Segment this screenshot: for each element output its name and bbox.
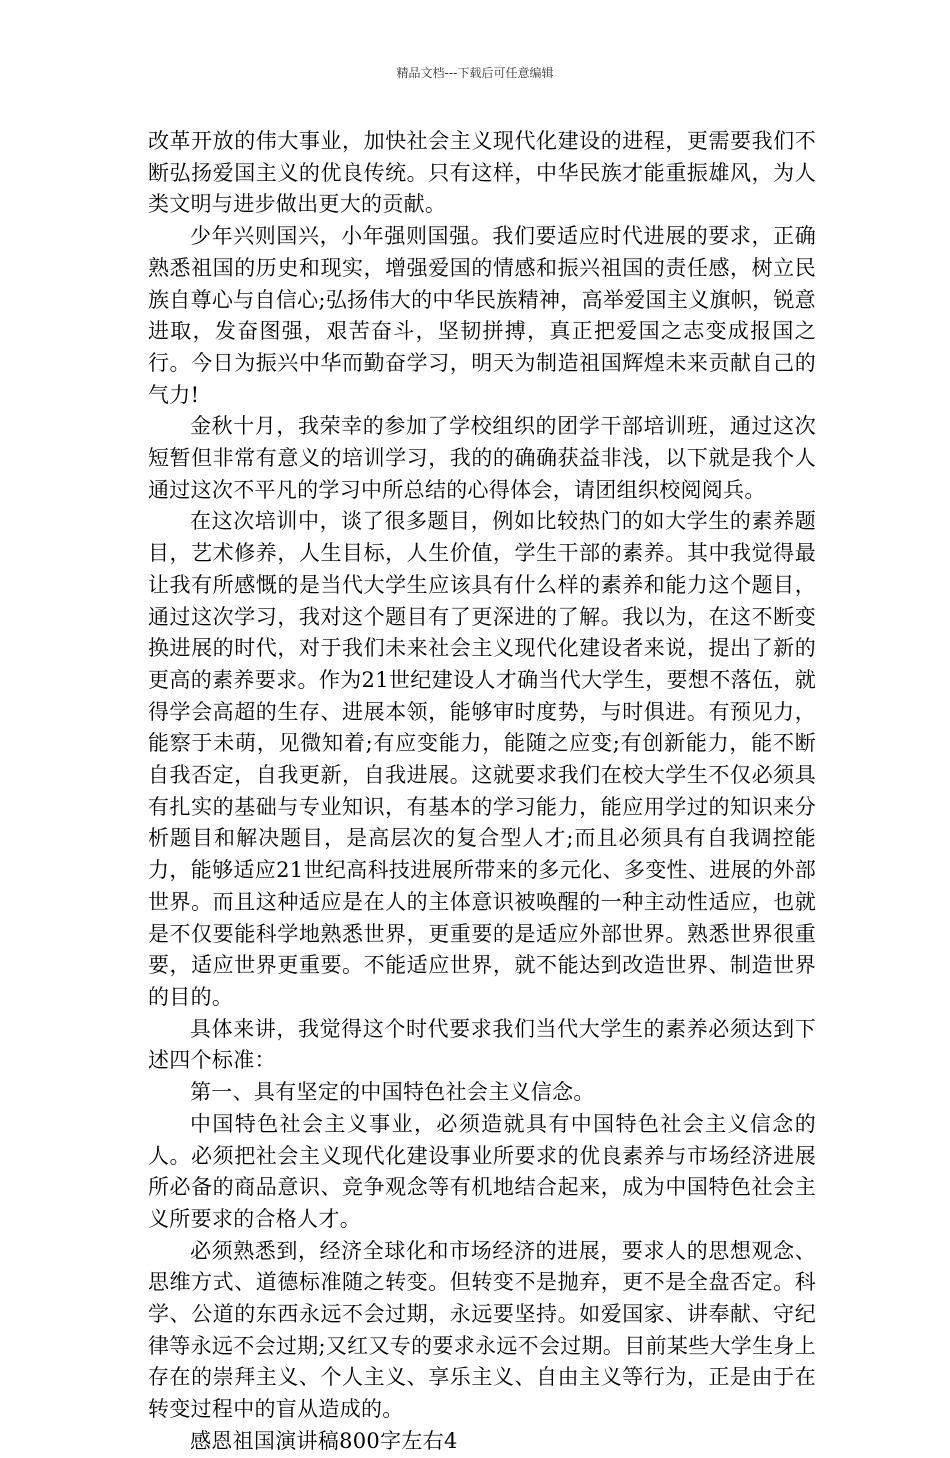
paragraph: 少年兴则国兴，小年强则国强。我们要适应时代进展的要求，正确熟悉祖国的历史和现实，增强爱国的情感和振兴祖国的责任感，树立民族自尊心与自信心;弘扬伟大的中华民族精神，高举爱国主义旗帜，锐意进取，发奋图强，艰苦奋斗，坚韧拼搏，真正把爱国之志变成报国之行。今日为振兴中华而勤奋学习，明天为制造祖国辉煌未来贡献自己的气力! xyxy=(148,224,816,407)
paragraph: 中国特色社会主义事业，必须造就具有中国特色社会主义信念的人。必须把社会主义现代化建设事业所要求的优良素养与市场经济进展所必备的商品意识、竞争观念等有机地结合起来，成为中国特色社会主义所要求的合格人才。 xyxy=(148,1111,816,1231)
paragraph: 在这次培训中，谈了很多题目，例如比较热门的如大学生的素养题目，艺术修养，人生目标，人生价值，学生干部的素养。其中我觉得最让我有所感慨的是当代大学生应该具有什么样的素养和能力这个题目，通过这次学习，我对这个题目有了更深进的了解。我以为，在这不断变换进展的时代，对于我们未来社会主义现代化建设者来说，提出了新的更高的素养要求。作为21世纪建设人才确当代大学生，要想不落伍，就得学会高超的生存、进展本领，能够审时度势，与时俱进。有预见力，能察于未萌，见微知着;有应变能力，能随之应变;有创新能力，能不断自我否定，自我更新，自我进展。这就要求我们在校大学生不仅必须具有扎实的基础与专业知识，有基本的学习能力，能应用学过的知识来分析题目和解决题目，是高层次的复合型人才;而且必须具有自我调控能力，能够适应21世纪高科技进展所带来的多元化、多变性、进展的外部世界。而且这种适应是在人的主体意识被唤醒的一种主动性适应，也就是不仅要能科学地熟悉世界，更重要的是适应外部世界。熟悉世界很重要，适应世界更重要。不能适应世界，就不能达到改造世界、制造世界的目的。 xyxy=(148,509,816,1009)
paragraph: 改革开放的伟大事业，加快社会主义现代化建设的进程，更需要我们不断弘扬爱国主义的优良传统。只有这样，中华民族才能重振雄风，为人类文明与进步做出更大的贡献。 xyxy=(148,129,816,217)
document-body xyxy=(148,126,816,1458)
paragraph: 金秋十月，我荣幸的参加了学校组织的团学干部培训班，通过这次短暂但非常有意义的培训学习，我的的确确获益非浅，以下就是我个人通过这次不平凡的学习中所总结的心得体会，请团组织校阅阅兵。 xyxy=(148,414,816,502)
paragraph: 具体来讲，我觉得这个时代要求我们当代大学生的素养必须达到下述四个标准： xyxy=(148,1016,816,1073)
section-title: 感恩祖国演讲稿800字左右4 xyxy=(190,1428,458,1453)
paragraph: 必须熟悉到，经济全球化和市场经济的进展，要求人的思想观念、思维方式、道德标准随之转变。但转变不是抛弃，更不是全盘否定。科学、公道的东西永远不会过期，永远要坚持。如爱国家、讲奉献、守纪律等永远不会过期;又红又专的要求永远不会过期。目前某些大学生身上存在的崇拜主义、个人主义、享乐主义、自由主义等行为，正是由于在转变过程中的盲从造成的。 xyxy=(148,1238,816,1422)
paragraph: 第一、具有坚定的中国特色社会主义信念。 xyxy=(190,1080,595,1105)
page-header: 精品文档---下载后可任意编辑 xyxy=(396,66,554,80)
